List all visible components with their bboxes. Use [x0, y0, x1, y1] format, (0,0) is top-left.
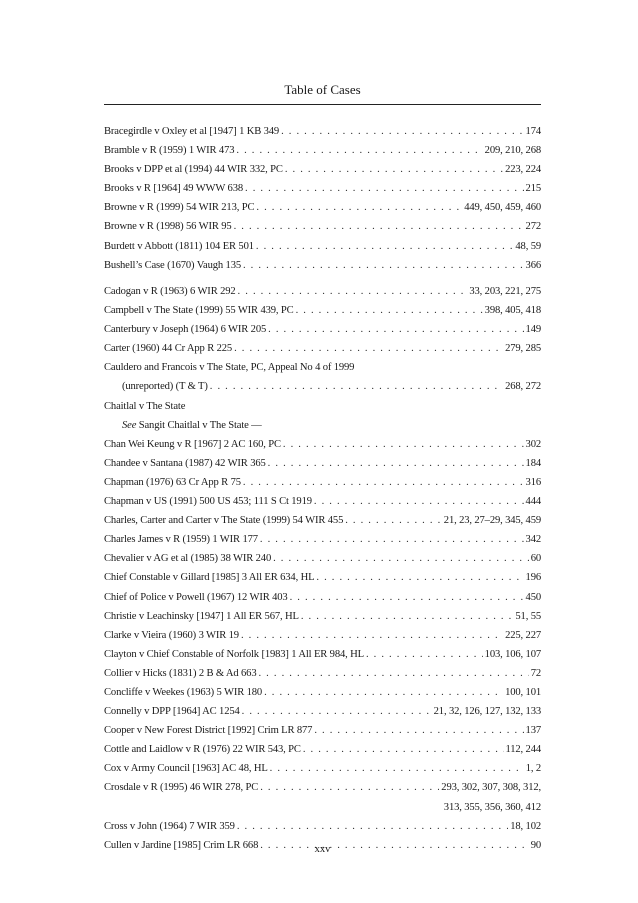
dot-leader	[260, 778, 439, 797]
case-line	[104, 256, 541, 275]
case-line	[104, 122, 541, 141]
case-name: Charles, Carter and Carter v The State (1999) 54 WIR 455	[104, 515, 344, 527]
page-refs: 450	[525, 591, 541, 603]
case-entry	[104, 435, 541, 454]
case-entry	[104, 358, 541, 396]
case-entry	[104, 817, 541, 836]
case-entry	[104, 237, 541, 256]
case-name: Brooks v DPP et al (1994) 44 WIR 332, PC	[104, 164, 283, 176]
page-refs: 268, 272	[505, 381, 541, 393]
case-line	[104, 435, 541, 454]
case-name: Bramble v R (1959) 1 WIR 473	[104, 145, 235, 157]
case-line	[104, 179, 541, 198]
case-name: Cooper v New Forest District [1992] Crim LR 877	[104, 725, 313, 737]
page-refs: 1, 2	[525, 763, 541, 775]
case-entry	[104, 549, 541, 568]
case-line	[104, 626, 541, 645]
case-name: Chapman v US (1991) 500 US 453; 111 S Ct 1919	[104, 496, 312, 508]
dot-leader	[283, 435, 524, 454]
case-line	[104, 237, 541, 256]
case-entry	[104, 454, 541, 473]
case-name: Browne v R (1998) 56 WIR 95	[104, 221, 232, 233]
case-line	[104, 740, 541, 759]
case-entry	[104, 179, 541, 198]
page-refs: 33, 203, 221, 275	[469, 286, 541, 297]
dot-leader	[301, 607, 514, 626]
case-line	[104, 454, 541, 473]
case-entry	[104, 160, 541, 179]
case-name: Cullen v Jardine [1985] Crim LR 668	[104, 839, 259, 851]
dot-leader	[366, 645, 483, 664]
page-refs: 137	[525, 725, 541, 737]
case-name: Carter (1960) 44 Cr App R 225	[104, 343, 233, 355]
case-entry	[104, 141, 541, 160]
case-entry	[104, 282, 541, 301]
page-refs: 196	[525, 572, 541, 584]
dot-leader	[268, 454, 524, 473]
case-name: Christie v Leachinsky [1947] 1 All ER 567, HL	[104, 610, 299, 622]
case-name: Bushell’s Case (1670) Vaugh 135	[104, 259, 241, 271]
case-name: Cross v John (1964) 7 WIR 359	[104, 820, 235, 832]
dot-leader	[243, 473, 524, 492]
case-name: Concliffe v Weekes (1963) 5 WIR 180	[104, 686, 263, 698]
case-entry	[104, 511, 541, 530]
dot-leader	[314, 492, 524, 511]
case-entry	[104, 122, 541, 141]
case-entry	[104, 740, 541, 759]
dot-leader	[290, 588, 524, 607]
case-line	[104, 339, 541, 358]
case-name: Crosdale v R (1995) 46 WIR 278, PC	[104, 782, 259, 794]
case-entry	[104, 198, 541, 217]
case-line	[104, 198, 541, 217]
page-refs: 100, 101	[505, 686, 541, 698]
case-line	[104, 160, 541, 179]
case-line	[104, 721, 541, 740]
case-entry	[104, 397, 541, 435]
dot-leader	[210, 377, 503, 396]
dot-leader	[256, 198, 462, 217]
page-refs: 48, 59	[515, 240, 541, 252]
case-line	[104, 759, 541, 778]
page-refs: 279, 285	[505, 343, 541, 355]
case-entry	[104, 492, 541, 511]
case-entry	[104, 320, 541, 339]
dot-leader	[296, 301, 483, 320]
case-entry	[104, 664, 541, 683]
page-refs: 223, 224	[505, 164, 541, 176]
case-entry	[104, 778, 541, 816]
case-name-continuation: (unreported) (T & T)	[122, 381, 208, 393]
case-entry	[104, 683, 541, 702]
dot-leader	[316, 568, 523, 587]
case-entry	[104, 702, 541, 721]
page-refs: 90	[530, 839, 541, 851]
dot-leader	[345, 511, 442, 530]
case-line	[104, 377, 541, 396]
case-name: Canterbury v Joseph (1964) 6 WIR 205	[104, 324, 267, 336]
dot-leader	[245, 179, 524, 198]
case-name: Cox v Army Council [1963] AC 48, HL	[104, 763, 268, 775]
case-line	[104, 301, 541, 320]
case-line	[104, 702, 541, 721]
case-name: Cadogan v R (1963) 6 WIR 292	[104, 286, 236, 297]
cross-reference	[104, 416, 541, 435]
case-name: Cottle and Laidlow v R (1976) 22 WIR 543, PC	[104, 744, 301, 756]
page-refs: 342	[525, 534, 541, 546]
page-refs-continuation: 313, 355, 356, 360, 412	[443, 801, 541, 813]
page-number: xxv	[314, 844, 331, 855]
case-line	[104, 530, 541, 549]
case-entry	[104, 626, 541, 645]
dot-leader	[268, 320, 523, 339]
page-header: Table of Cases	[284, 82, 361, 97]
case-line	[104, 473, 541, 492]
case-list-c	[104, 282, 541, 855]
dot-leader	[264, 683, 503, 702]
page-refs: 366	[525, 259, 541, 271]
dot-leader	[236, 141, 482, 160]
page-refs: 21, 23, 27–29, 345, 459	[443, 515, 541, 527]
case-name: Chan Wei Keung v R [1967] 2 AC 160, PC	[104, 438, 281, 450]
case-entry	[104, 339, 541, 358]
case-name: Chapman (1976) 63 Cr App R 75	[104, 476, 241, 488]
case-line	[104, 607, 541, 626]
dot-leader	[281, 122, 523, 141]
case-name: Chevalier v AG et al (1985) 38 WIR 240	[104, 553, 272, 565]
case-name: Campbell v The State (1999) 55 WIR 439, PC	[104, 305, 294, 317]
case-entry	[104, 301, 541, 320]
case-line	[104, 492, 541, 511]
dot-leader	[241, 626, 503, 645]
case-entry	[104, 607, 541, 626]
case-line	[104, 511, 541, 530]
page-refs: 184	[525, 457, 541, 469]
case-name: Bracegirdle v Oxley et al [1947] 1 KB 349	[104, 126, 280, 137]
case-name: Clayton v Chief Constable of Norfolk [1983] 1 All ER 984, HL	[104, 648, 364, 660]
case-line	[104, 549, 541, 568]
page-refs: 112, 244	[505, 744, 541, 756]
case-name: Brooks v R [1964] 49 WWW 638	[104, 183, 244, 195]
case-name: Connelly v DPP [1964] AC 1254	[104, 706, 240, 718]
header-rule	[104, 104, 541, 105]
dot-leader	[237, 817, 508, 836]
case-line	[104, 141, 541, 160]
case-entry	[104, 759, 541, 778]
case-name: Cauldero and Francois v The State, PC, Appeal No 4 of 1999	[104, 362, 355, 374]
case-line	[104, 778, 541, 797]
case-entry	[104, 530, 541, 549]
case-line	[104, 320, 541, 339]
page-refs: 51, 55	[515, 610, 541, 622]
case-line	[104, 588, 541, 607]
case-entry	[104, 473, 541, 492]
page-refs: 60	[530, 553, 541, 565]
case-entry	[104, 217, 541, 236]
page-refs: 21, 32, 126, 127, 132, 133	[433, 706, 541, 718]
case-name: Chief Constable v Gillard [1985] 3 All ER 634, HL	[104, 572, 315, 584]
dot-leader	[234, 217, 524, 236]
case-name: Chaitlal v The State	[104, 400, 186, 412]
dot-leader	[242, 702, 432, 721]
page-refs: 18, 102	[510, 820, 541, 832]
page-refs: 449, 450, 459, 460	[464, 202, 541, 214]
dot-leader	[238, 282, 468, 301]
case-name: Clarke v Vieira (1960) 3 WIR 19	[104, 629, 239, 641]
dot-leader	[256, 237, 514, 256]
case-name: Chief of Police v Powell (1967) 12 WIR 403	[104, 591, 288, 603]
page-refs: 149	[525, 324, 541, 336]
dot-leader	[303, 740, 504, 759]
case-entry	[104, 645, 541, 664]
dot-leader	[285, 160, 503, 179]
dot-leader	[273, 549, 529, 568]
case-name: Collier v Hicks (1831) 2 B & Ad 663	[104, 667, 257, 679]
dot-leader	[258, 664, 528, 683]
dot-leader	[314, 721, 523, 740]
case-name: Chandee v Santana (1987) 42 WIR 365	[104, 457, 266, 469]
dot-leader	[270, 759, 524, 778]
page-refs: 174	[525, 126, 541, 137]
see-target: Sangit Chaitlal v The State —	[138, 419, 262, 431]
page-refs: 209, 210, 268	[484, 145, 541, 157]
dot-leader	[260, 530, 524, 549]
case-line	[104, 282, 541, 301]
page-refs: 215	[525, 183, 541, 195]
page-refs: 293, 302, 307, 308, 312,	[441, 782, 541, 794]
case-entry	[104, 568, 541, 587]
case-name: Burdett v Abbott (1811) 104 ER 501	[104, 240, 254, 252]
case-line	[104, 664, 541, 683]
page-refs: 272	[525, 221, 541, 233]
case-entry	[104, 256, 541, 275]
case-line	[104, 817, 541, 836]
case-entry	[104, 721, 541, 740]
page-refs: 103, 106, 107	[484, 648, 541, 660]
case-line	[104, 568, 541, 587]
page-refs: 225, 227	[505, 629, 541, 641]
case-name: Browne v R (1999) 54 WIR 213, PC	[104, 202, 255, 214]
case-name: Charles James v R (1959) 1 WIR 177	[104, 534, 258, 546]
case-line	[104, 217, 541, 236]
page-refs: 72	[530, 667, 541, 679]
page-refs: 444	[525, 496, 541, 508]
case-line	[104, 683, 541, 702]
page-refs: 398, 405, 418	[484, 305, 541, 317]
dot-leader	[243, 256, 524, 275]
case-line	[104, 645, 541, 664]
case-list-b	[104, 122, 541, 275]
dot-leader	[234, 339, 503, 358]
page-refs: 316	[525, 476, 541, 488]
see-label: See	[122, 419, 137, 431]
case-entry	[104, 588, 541, 607]
page-refs: 302	[525, 438, 541, 450]
